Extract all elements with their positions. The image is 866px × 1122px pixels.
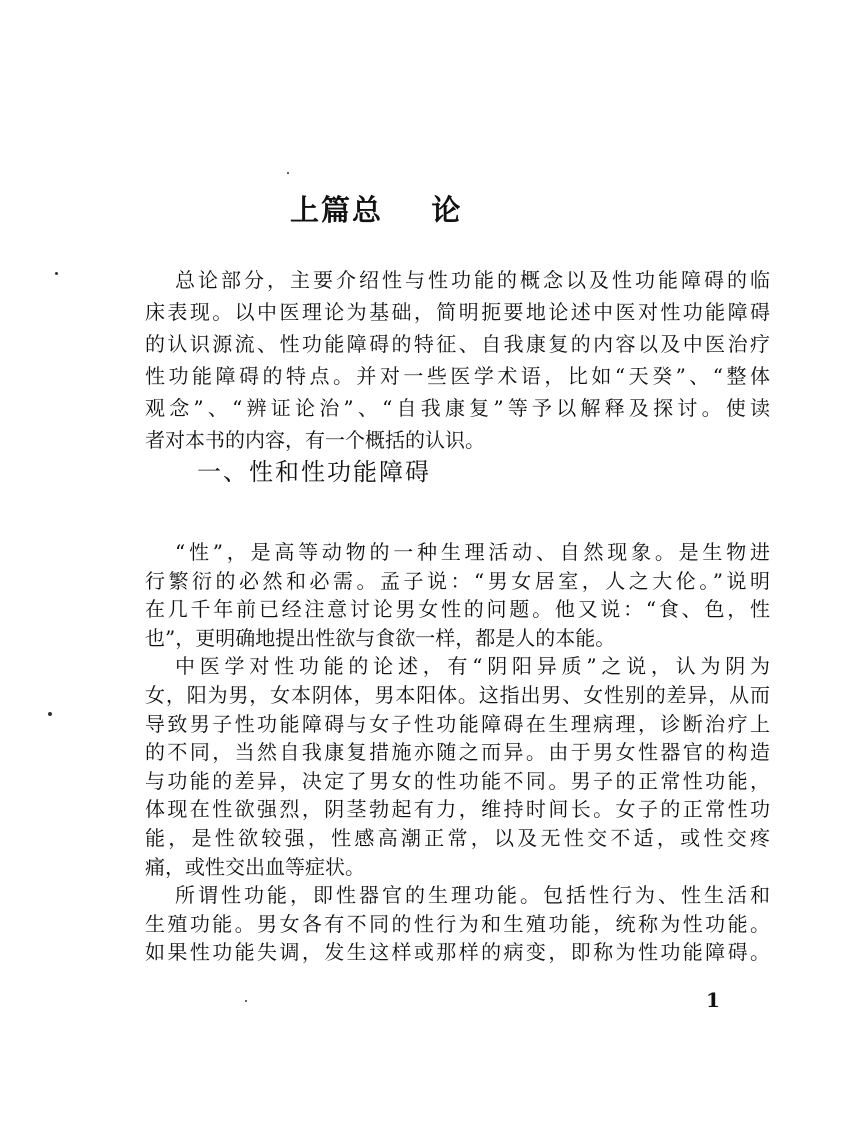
- text-line: 体现在性欲强烈，阴茎勃起有力，维持时间长。女子的正常性功: [145, 797, 770, 822]
- text-line: 中医学对性功能的论述，有“阴阳异质”之说，认为阴为: [175, 654, 770, 679]
- text-line: 性功能障碍的特点。并对一些医学术语，比如“天癸”、“整体: [145, 364, 770, 388]
- text-line: 的认识源流、性功能障碍的特征、自我康复的内容以及中医治疗: [145, 332, 770, 356]
- page-number: 1: [706, 988, 720, 1012]
- page-title: 上篇总 论: [290, 193, 463, 227]
- text-line: 导致男子性功能障碍与女子性功能障碍在生理病理，诊断治疗上: [145, 711, 770, 736]
- text-line: 在几千年前已经注意讨论男女性的问题。他又说：“食、色，性: [145, 597, 770, 622]
- text-line: 床表现。以中医理论为基础，简明扼要地论述中医对性功能障碍: [145, 300, 770, 324]
- text-line: 痛，或性交出血等症状。: [145, 854, 365, 879]
- body-text: [145, 538, 770, 967]
- text-line: 所谓性功能，即性器官的生理功能。包括性行为、性生活和: [175, 883, 770, 908]
- scan-speck: [48, 712, 52, 716]
- text-line: 如果性功能失调，发生这样或那样的病变，即称为性功能障碍。: [145, 940, 770, 965]
- text-line: 生殖功能。男女各有不同的性行为和生殖功能，统称为性功能。: [145, 911, 770, 936]
- text-line: 能，是性欲较强，性感高潮正常，以及无性交不适，或性交疼: [145, 825, 770, 850]
- text-line: 者对本书的内容，有一个概括的认识。: [145, 428, 485, 452]
- intro-paragraph: [145, 264, 770, 456]
- text-line: 行繁衍的必然和必需。孟子说：“男女居室，人之大伦。”说明: [145, 568, 770, 593]
- text-line: 与功能的差异，决定了男女的性功能不同。男子的正常性功能，: [145, 768, 770, 793]
- text-line: 的不同，当然自我康复措施亦随之而异。由于男女性器官的构造: [145, 740, 770, 765]
- scan-speck: [287, 172, 289, 174]
- section-heading: 一、性和性功能障碍: [197, 458, 431, 486]
- text-line: “性”，是高等动物的一种生理活动、自然现象。是生物进: [175, 540, 770, 564]
- text-line: 女，阳为男，女本阴体，男本阳体。这指出男、女性别的差异，从而: [145, 682, 770, 707]
- text-line: 也”，更明确地提出性欲与食欲一样，都是人的本能。: [145, 625, 616, 650]
- scan-speck: [245, 1000, 247, 1002]
- text-line: 总论部分，主要介绍性与性功能的概念以及性功能障碍的临: [175, 268, 770, 292]
- text-line: 观念”、“辨证论治”、“自我康复”等予以解释及探讨。使读: [145, 396, 770, 420]
- scan-speck: [55, 272, 58, 275]
